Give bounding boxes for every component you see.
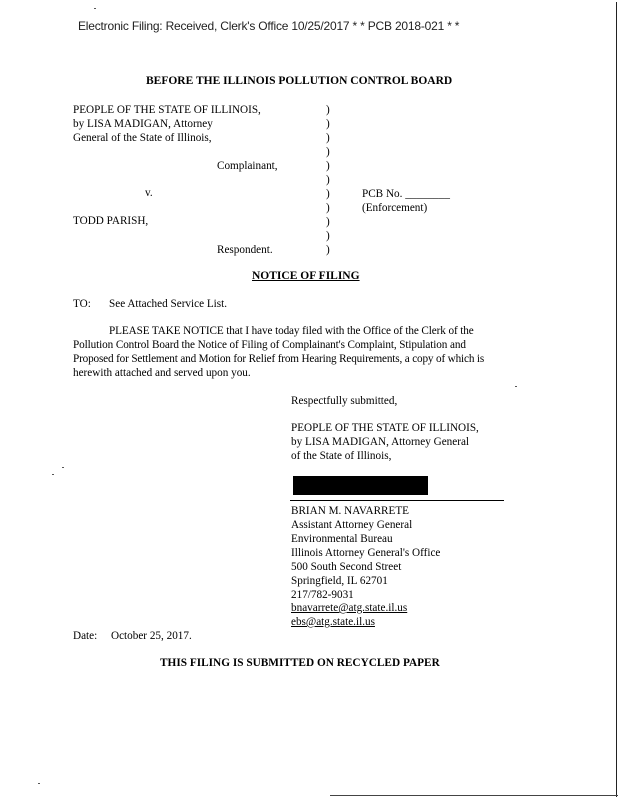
pcb-number: PCB No. ________ (362, 188, 450, 200)
caption-paren: ) (326, 174, 330, 186)
to-label: TO: (73, 298, 91, 310)
plaintiff-line-2: by LISA MADIGAN, Attorney (73, 118, 213, 130)
defendant-name: TODD PARISH, (73, 215, 149, 227)
attorney-name: BRIAN M. NAVARRETE (291, 505, 410, 517)
body-line-3: Proposed for Settlement and Motion for Relief from Hearing Requirements, a copy of which is (73, 353, 485, 365)
scan-speck (94, 8, 96, 9)
caption-paren: ) (326, 216, 330, 228)
caption-paren: ) (326, 132, 330, 144)
party-line-3: of the State of Illinois, (291, 450, 392, 462)
attorney-title-4: 500 South Second Street (291, 561, 402, 573)
board-title: BEFORE THE ILLINOIS POLLUTION CONTROL BOARD (146, 75, 453, 87)
caption-paren: ) (326, 188, 330, 200)
plaintiff-line-3: General of the State of Illinois, (73, 132, 212, 144)
redacted-signature (293, 476, 428, 495)
email-link-2[interactable]: ebs@atg.state.il.us (291, 616, 375, 628)
caption-paren: ) (326, 104, 330, 116)
attorney-title-2: Environmental Bureau (291, 533, 393, 545)
recycled-paper-footer: THIS FILING IS SUBMITTED ON RECYCLED PAPER (160, 657, 440, 669)
party-line-2: by LISA MADIGAN, Attorney General (291, 436, 470, 448)
page-edge-bottom (330, 795, 618, 796)
caption-paren: ) (326, 160, 330, 172)
page-edge-right (616, 2, 617, 797)
attorney-title-3: Illinois Attorney General's Office (291, 547, 441, 559)
versus-label: v. (145, 187, 153, 199)
to-value: See Attached Service List. (109, 298, 228, 310)
caption-paren: ) (326, 202, 330, 214)
notice-title: NOTICE OF FILING (252, 270, 360, 282)
closing: Respectfully submitted, (291, 395, 398, 407)
attorney-phone: 217/782-9031 (291, 589, 354, 601)
signature-line (290, 500, 504, 501)
enforcement-label: (Enforcement) (362, 202, 428, 214)
party-line-1: PEOPLE OF THE STATE OF ILLINOIS, (291, 422, 479, 434)
date-value: October 25, 2017. (111, 630, 192, 642)
complainant-label: Complainant, (217, 160, 278, 172)
filing-stamp: Electronic Filing: Received, Clerk's Office 10/25/2017 * * PCB 2018-021 * * (78, 19, 460, 33)
attorney-title-5: Springfield, IL 62701 (291, 575, 388, 587)
scan-speck (62, 467, 64, 468)
caption-paren: ) (326, 244, 330, 256)
scan-speck (515, 386, 517, 387)
caption-paren: ) (326, 146, 330, 158)
caption-paren: ) (326, 230, 330, 242)
date-label: Date: (73, 630, 98, 642)
email-link-1[interactable]: bnavarrete@atg.state.il.us (291, 602, 408, 614)
scan-speck (52, 474, 54, 475)
caption-paren: ) (326, 118, 330, 130)
body-line-2: Pollution Control Board the Notice of Filing of Complainant's Complaint, Stipulation and (73, 339, 466, 351)
body-line-1: PLEASE TAKE NOTICE that I have today filed with the Office of the Clerk of the (109, 325, 474, 337)
body-line-4: herewith attached and served upon you. (73, 367, 251, 379)
attorney-title-1: Assistant Attorney General (291, 519, 413, 531)
plaintiff-line-1: PEOPLE OF THE STATE OF ILLINOIS, (73, 104, 261, 116)
respondent-label: Respondent. (217, 244, 273, 256)
scan-speck (38, 783, 40, 784)
